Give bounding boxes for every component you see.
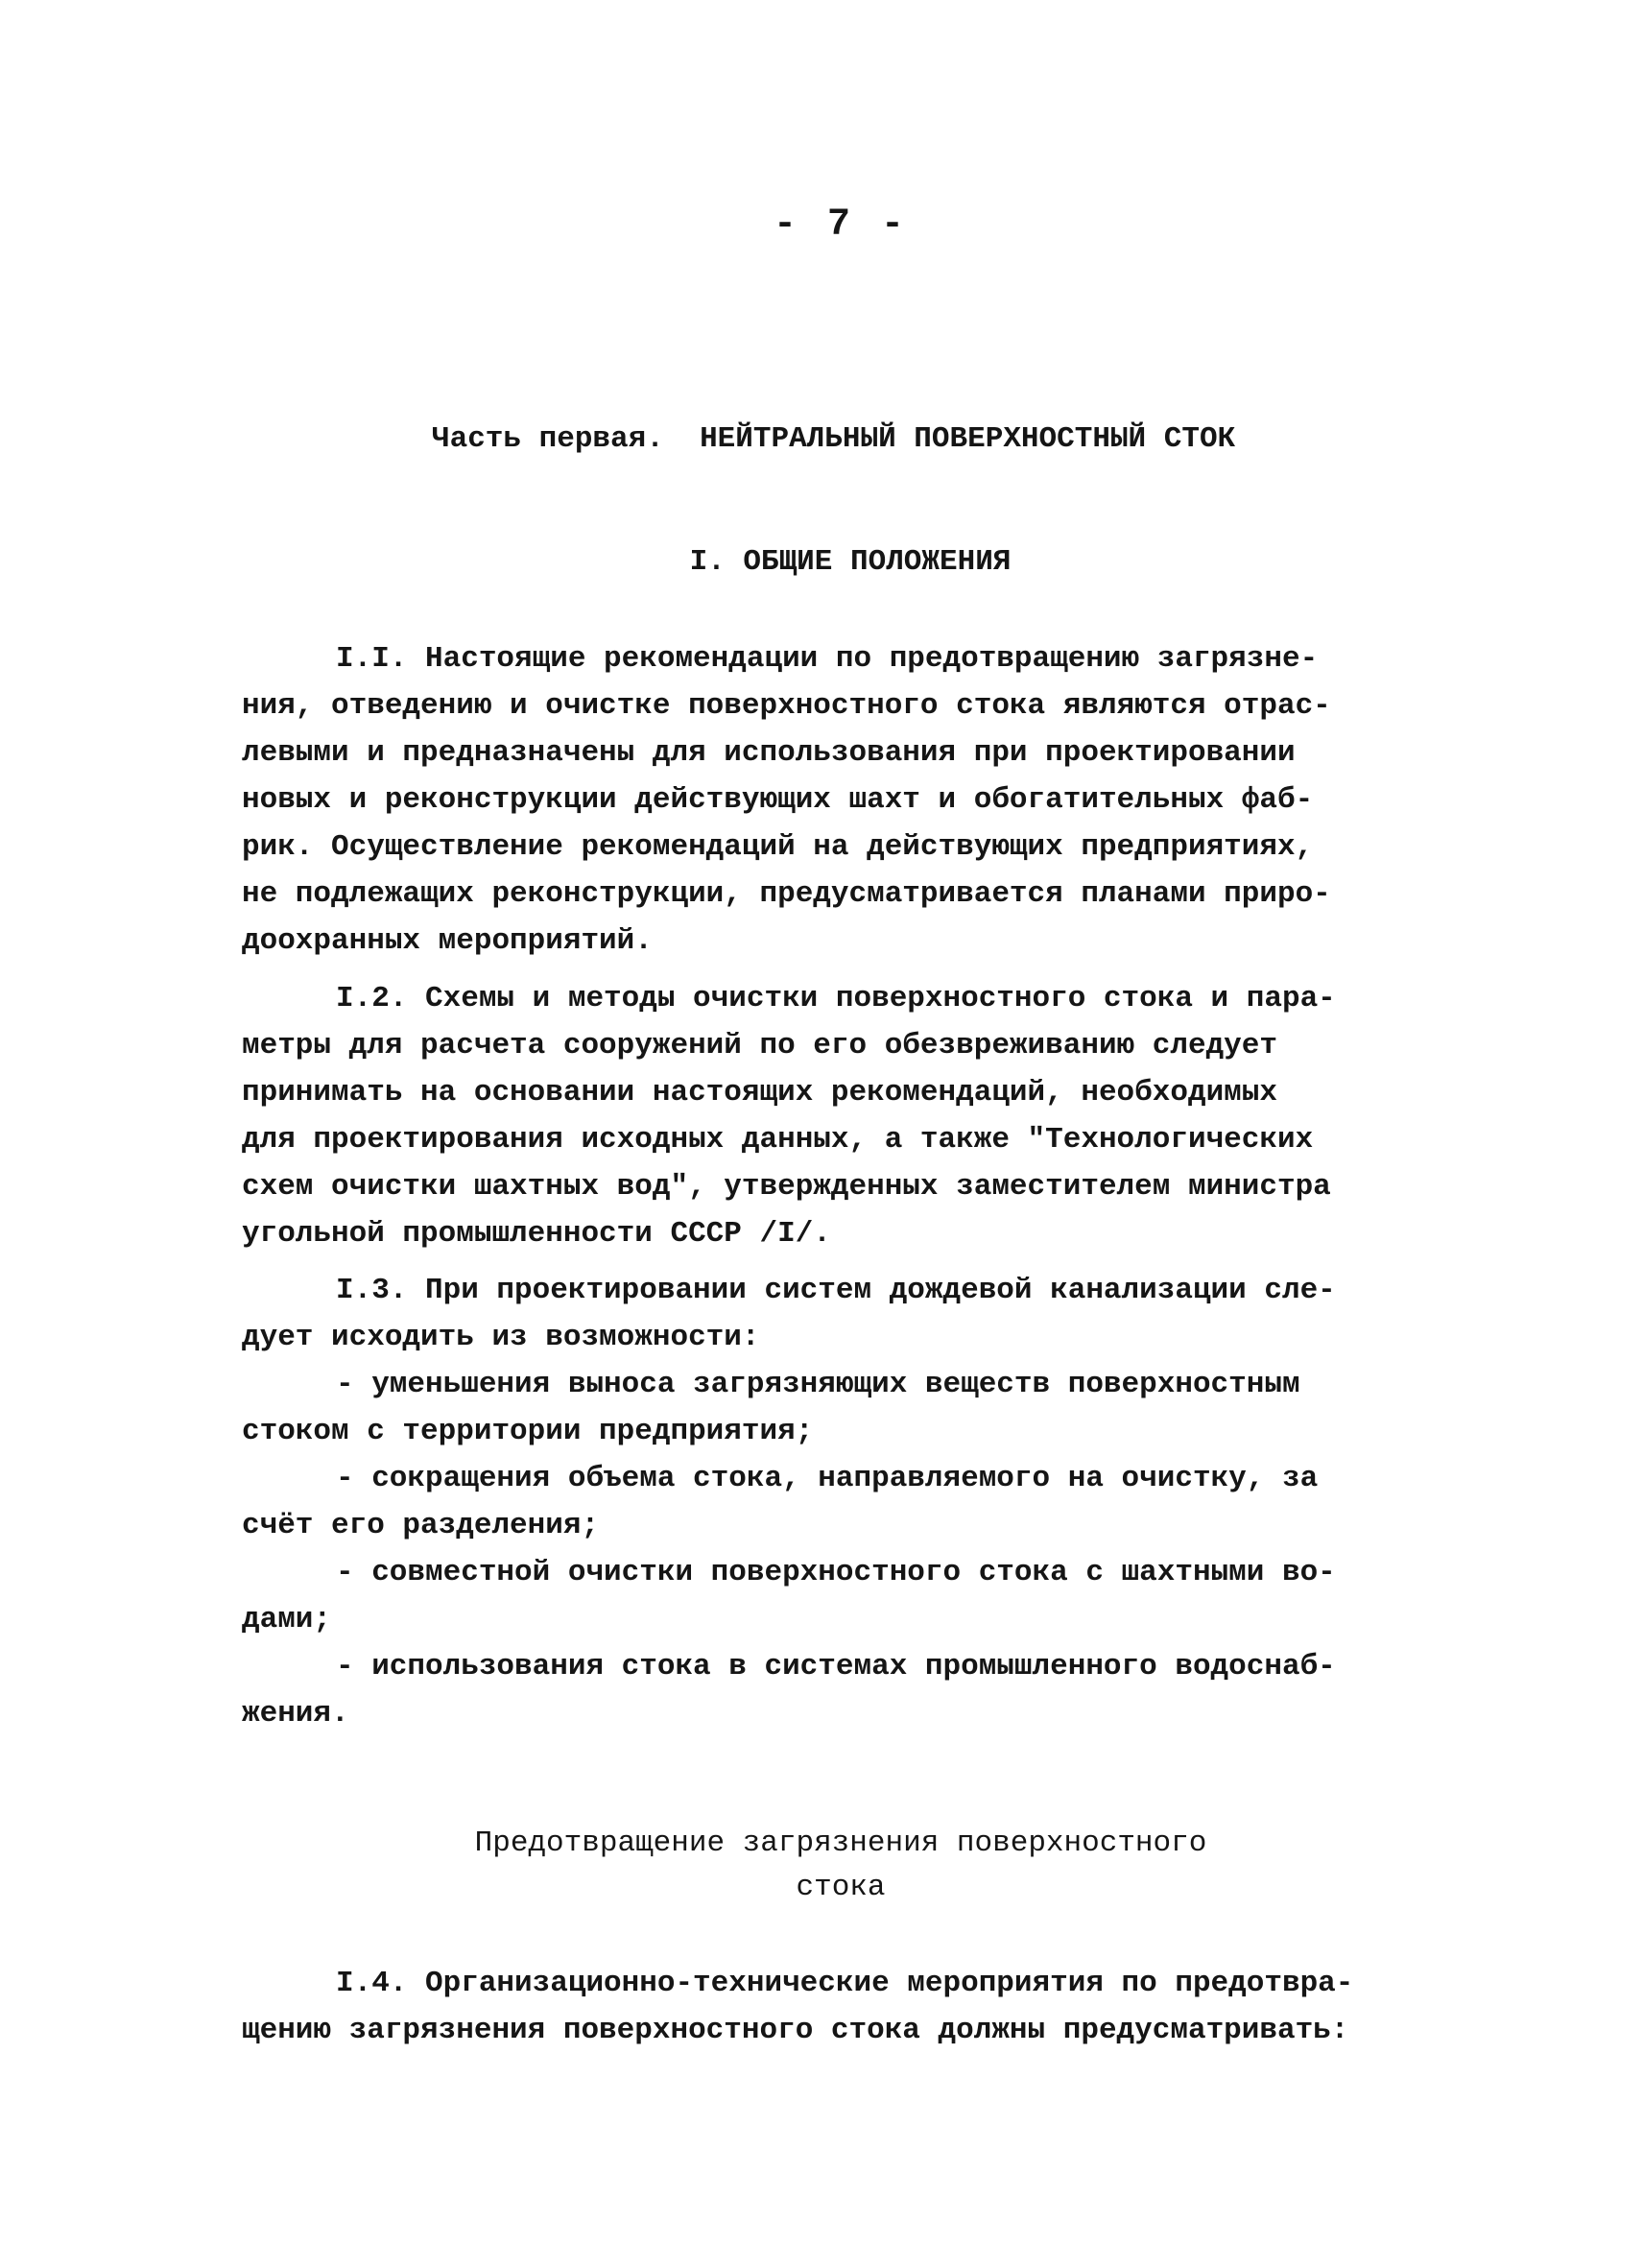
list-item-continuation: счёт его разделения; bbox=[242, 1509, 600, 1542]
paragraph-1-1 bbox=[242, 635, 1403, 965]
list-item-continuation: стоком с территории предприятия; bbox=[242, 1415, 814, 1448]
paragraph-line: I.4. Организационно-технические мероприятия по предотвра- bbox=[336, 1967, 1354, 2000]
paragraph-line: I.2. Схемы и методы очистки поверхностного стока и пара- bbox=[336, 982, 1336, 1015]
part-name: НЕЙТРАЛЬНЫЙ ПОВЕРХНОСТНЫЙ СТОК bbox=[700, 422, 1236, 456]
paragraph-line: не подлежащих реконструкции, предусматривается планами приро- bbox=[242, 877, 1331, 911]
paragraph-line: доохранных мероприятий. bbox=[242, 924, 653, 958]
paragraph-line: дует исходить из возможности: bbox=[242, 1321, 760, 1354]
part-title bbox=[432, 422, 1235, 456]
paragraph-line: новых и реконструкции действующих шахт и обогатительных фаб- bbox=[242, 783, 1314, 817]
page-number: - 7 - bbox=[773, 203, 909, 247]
section-title: I. ОБЩИЕ ПОЛОЖЕНИЯ bbox=[689, 545, 1012, 579]
list-item: - сокращения объема стока, направляемого на очистку, за bbox=[336, 1462, 1319, 1495]
part-label: Часть первая. bbox=[432, 422, 664, 456]
paragraph-1-2 bbox=[242, 975, 1403, 1257]
paragraph-line: левыми и предназначены для использования при проектировании bbox=[242, 736, 1296, 770]
paragraph-line: щению загрязнения поверхностного стока должны предусматривать: bbox=[242, 2014, 1349, 2047]
paragraph-line: I.I. Настоящие рекомендации по предотвращению загрязне- bbox=[336, 642, 1319, 676]
list-item: - уменьшения выноса загрязняющих веществ поверхностным bbox=[336, 1368, 1300, 1401]
list-item: - использования стока в системах промышленного водоснаб- bbox=[336, 1650, 1336, 1683]
list-item: - совместной очистки поверхностного стока с шахтными во- bbox=[336, 1556, 1336, 1589]
paragraph-line: ния, отведению и очистке поверхностного стока являются отрас- bbox=[242, 689, 1331, 723]
subsection-title-line: Предотвращение загрязнения поверхностного bbox=[474, 1826, 1207, 1860]
paragraph-line: принимать на основании настоящих рекомендаций, необходимых bbox=[242, 1076, 1277, 1110]
subsection-title bbox=[0, 1822, 1643, 1910]
paragraph-1-3 bbox=[242, 1267, 1403, 1737]
paragraph-line: I.3. При проектировании систем дождевой канализации сле- bbox=[336, 1274, 1336, 1307]
paragraph-line: рик. Осуществление рекомендаций на действующих предприятиях, bbox=[242, 830, 1314, 864]
paragraph-line: схем очистки шахтных вод", утвержденных заместителем министра bbox=[242, 1170, 1331, 1204]
paragraph-line: для проектирования исходных данных, а также "Технологических bbox=[242, 1123, 1314, 1157]
paragraph-line: метры для расчета сооружений по его обезвреживанию следует bbox=[242, 1029, 1277, 1062]
list-item-continuation: жения. bbox=[242, 1697, 349, 1731]
paragraph-line: угольной промышленности СССР /I/. bbox=[242, 1217, 831, 1251]
list-item-continuation: дами; bbox=[242, 1603, 332, 1636]
paragraph-1-4 bbox=[242, 1960, 1403, 2054]
subsection-title-line: стока bbox=[796, 1871, 886, 1904]
